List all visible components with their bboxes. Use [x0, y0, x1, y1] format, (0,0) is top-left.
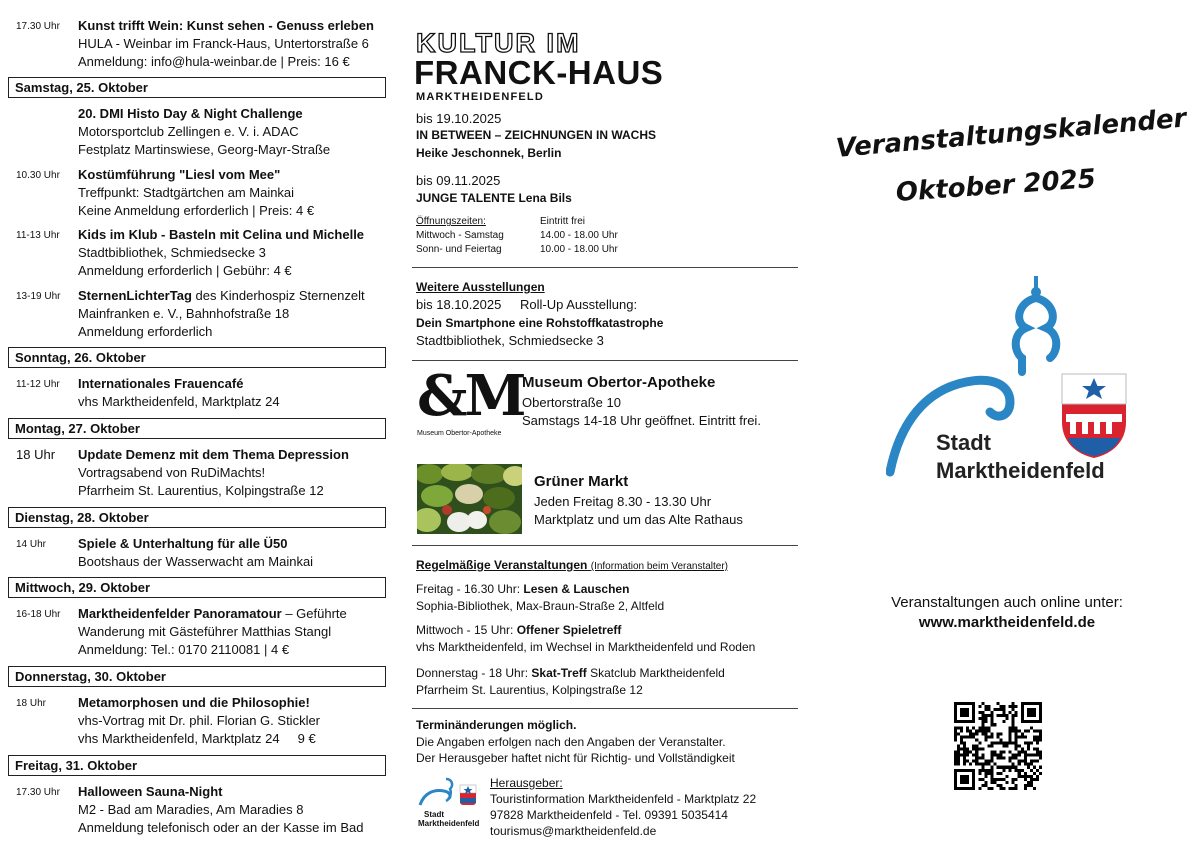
event-price: 9 € — [297, 731, 316, 746]
publisher-label: Herausgeber: — [490, 776, 563, 790]
event-title: Kostümführung "Liesl vom Mee" — [78, 167, 281, 182]
museum-logo: &M Museum Obertor-Apotheke — [417, 363, 524, 437]
divider — [412, 545, 798, 546]
event-location: vhs Marktheidenfeld, Marktplatz 24 — [78, 394, 280, 409]
market-location: Marktplatz und um das Alte Rathaus — [534, 512, 743, 527]
section-heading: Weitere Ausstellungen — [416, 280, 545, 294]
exhibition-type: Roll-Up Ausstellung: — [520, 297, 638, 312]
day-header-saturday: Samstag, 25. Oktober — [8, 77, 386, 98]
event-list-column — [8, 0, 388, 853]
regular-event-location: vhs Marktheidenfeld, im Wechsel in Marktheidenfeld und Roden — [416, 640, 756, 654]
event-location: Festplatz Martinswiese, Georg-Mayr-Straße — [78, 142, 331, 157]
event-info: Wanderung mit Gästeführer Matthias Stangl — [78, 624, 332, 639]
section-heading: Regelmäßige Veranstaltungen (Information beim Veranstalter) — [416, 558, 729, 572]
event-time: 17.30 Uhr — [16, 21, 60, 32]
exhibition-title: JUNGE TALENTE Lena Bils — [416, 191, 572, 205]
day-header-monday: Montag, 27. Oktober — [8, 418, 386, 439]
cover-column — [820, 0, 1199, 853]
exhibition-artist: Heike Jeschonnek, Berlin — [416, 146, 562, 160]
exhibitions-column: KULTUR IM FRANCK-HAUS MARKTHEIDENFELD bis 19.10.2025 IN BETWEEN – ZEICHNUNGEN IN WACHS Heike Jeschonnek, Berlin bis 09.11.2025 JUNGE TALENTE Lena Bils Öffnungszeiten: Eintritt frei Mittwoch - Samstag 14.00 - 18.00 Uhr Sonn- und Feiertag 10.00 - 18.00 Uhr Weitere Ausstellungen bis 18.10.2025 Roll-Up Ausstellung: Dein Smartphone eine Rohstoffkatastrophe Stadtbibliothek, Schmiedsecke 3 &M Museum Obertor-Apotheke Museum Obertor-Apotheke Obertorstraße 10 Samstags 14-18 Uhr geöffnet. Eintritt frei. Grüner Markt Jeden Freitag 8.30 - 13.30 Uhr Marktplatz und um das Alte Rathaus Regelmäßige Veranstaltungen (Information beim Veranstalter) Freitag - 16.30 Uhr: Lesen & Lauschen Sophia-Bibliothek, Max-Braun-Straße 2, Altfeld Mittwoch - 15 Uhr: Offener Spieletreff vhs Marktheidenfeld, im Wechsel in Marktheidenfeld und Roden Donnerstag - 18 Uhr: Skat-Treff Skatclub Marktheidenfeld Pfarrheim St. Laurentius, Kolpingstraße 12 Terminänderungen möglich. Die Angaben erfolgen nach den Angaben der Veranstalter. Der Herausgeber haftet nicht für Richtig- und Vollständigkeit Stadt Marktheidenfeld Herausgeber: Touristinformation Marktheidenfeld - Marktplatz 22 97828 Marktheidenfeld - Tel. 09391 5035414 tourismus@marktheidenfeld.de — [412, 0, 802, 853]
publisher-logo: Stadt Marktheidenfeld — [416, 775, 482, 831]
museum-title: Museum Obertor-Apotheke — [522, 374, 716, 391]
event-time: 11-13 Uhr — [16, 230, 60, 241]
event-info: vhs-Vortrag mit Dr. phil. Florian G. Stickler — [78, 713, 321, 728]
event-location: HULA - Weinbar im Franck-Haus, Untertorstraße 6 — [78, 36, 369, 51]
event-time: 11-12 Uhr — [16, 379, 60, 390]
exhibition-date: bis 19.10.2025 — [416, 111, 502, 126]
exhibition-title: IN BETWEEN – ZEICHNUNGEN IN WACHS — [416, 128, 657, 142]
notice-text: Die Angaben erfolgen nach den Angaben der Veranstalter. — [416, 735, 726, 749]
website-link[interactable]: www.marktheidenfeld.de — [918, 614, 1096, 631]
regular-event: Donnerstag - 18 Uhr: Skat-Treff Skatclub Marktheidenfeld — [416, 666, 725, 680]
regular-event-location: Sophia-Bibliothek, Max-Braun-Straße 2, Altfeld — [416, 599, 665, 613]
event-location: Bootshaus der Wasserwacht am Mainkai — [78, 554, 314, 569]
event-title: Update Demenz mit dem Thema Depression — [78, 447, 349, 462]
event-location: M2 - Bad am Maradies, Am Maradies 8 — [78, 802, 304, 817]
city-logo — [886, 272, 1136, 492]
exhibition-location: Stadtbibliothek, Schmiedsecke 3 — [416, 333, 604, 348]
market-hours: Jeden Freitag 8.30 - 13.30 Uhr — [534, 494, 712, 509]
day-header-tuesday: Dienstag, 28. Oktober — [8, 507, 386, 528]
logo-text-marktheidenfeld: Marktheidenfeld — [936, 458, 1105, 483]
day-header-thursday: Donnerstag, 30. Oktober — [8, 666, 386, 687]
publisher-phone: 97828 Marktheidenfeld - Tel. 09391 5035414 — [490, 808, 728, 822]
divider — [412, 708, 798, 709]
event-organizer: Motorsportclub Zellingen e. V. i. ADAC — [78, 124, 299, 139]
event-time: 18 Uhr — [16, 698, 47, 709]
notice-text: Der Herausgeber haftet nicht für Richtig- und Vollständigkeit — [416, 751, 735, 765]
logo-text-stadt: Stadt — [936, 430, 991, 455]
notice-heading: Terminänderungen möglich. — [416, 718, 577, 732]
vegetable-market-image — [417, 464, 522, 534]
regular-event-location: Pfarrheim St. Laurentius, Kolpingstraße 12 — [416, 683, 643, 697]
event-location: Treffpunkt: Stadtgärtchen am Mainkai — [78, 185, 295, 200]
event-title: Marktheidenfelder Panoramatour – Geführte — [78, 606, 347, 621]
exhibition-date: bis 18.10.2025 — [416, 297, 502, 312]
event-title: Kunst trifft Wein: Kunst sehen - Genuss erleben — [78, 18, 374, 33]
event-info: Anmeldung erforderlich | Gebühr: 4 € — [78, 263, 292, 278]
market-title: Grüner Markt — [534, 473, 629, 490]
museum-hours: Samstags 14-18 Uhr geöffnet. Eintritt frei. — [522, 413, 761, 428]
regular-event: Mittwoch - 15 Uhr: Offener Spieletreff — [416, 623, 622, 637]
regular-event: Freitag - 16.30 Uhr: Lesen & Lauschen — [416, 582, 630, 596]
day-header-friday: Freitag, 31. Oktober — [8, 755, 386, 776]
headline-line2: Oktober 2025 — [894, 164, 1097, 208]
event-info: Keine Anmeldung erforderlich | Preis: 4 € — [78, 203, 315, 218]
event-time: 18 Uhr — [16, 447, 56, 462]
exhibition-date: bis 09.11.2025 — [416, 173, 501, 188]
event-title: Halloween Sauna-Night — [78, 784, 223, 799]
event-title: Internationales Frauencafé — [78, 376, 244, 391]
qr-code[interactable] — [954, 702, 1042, 790]
divider — [412, 267, 798, 268]
publisher-email[interactable]: tourismus@marktheidenfeld.de — [490, 824, 657, 838]
online-info: Veranstaltungen auch online unter: — [891, 594, 1123, 611]
day-header-wednesday: Mittwoch, 29. Oktober — [8, 577, 386, 598]
headline-line1: Veranstaltungskalender — [834, 103, 1188, 164]
event-title: Kids im Klub - Basteln mit Celina und Michelle — [78, 227, 365, 242]
event-time: 16-18 Uhr — [16, 609, 61, 620]
exhibition-title: Dein Smartphone eine Rohstoffkatastrophe — [416, 316, 664, 330]
event-time: 17.30 Uhr — [16, 787, 60, 798]
event-location: Stadtbibliothek, Schmiedsecke 3 — [78, 245, 266, 260]
event-location: vhs Marktheidenfeld, Marktplatz 24 9 € — [78, 731, 316, 746]
event-location: Mainfranken e. V., Bahnhofstraße 18 — [78, 306, 290, 321]
event-contact: Anmeldung: Tel.: 0170 2110081 | 4 € — [78, 642, 290, 657]
divider — [412, 360, 798, 361]
event-title: Spiele & Unterhaltung für alle Ü50 — [78, 536, 288, 551]
event-time: 10.30 Uhr — [16, 170, 60, 181]
event-title: 20. DMI Histo Day & Night Challenge — [78, 106, 303, 121]
event-time: 13-19 Uhr — [16, 291, 61, 302]
day-header-sunday: Sonntag, 26. Oktober — [8, 347, 386, 368]
museum-address: Obertorstraße 10 — [522, 395, 621, 410]
event-title: SternenLichterTag des Kinderhospiz Sternenzelt — [78, 288, 365, 303]
event-title: Metamorphosen und die Philosophie! — [78, 695, 310, 710]
event-info: Vortragsabend von RuDiMachts! — [78, 465, 266, 480]
event-info: Anmeldung erforderlich — [78, 324, 213, 339]
event-info: Anmeldung telefonisch oder an der Kasse im Bad — [78, 820, 364, 835]
event-location: Pfarrheim St. Laurentius, Kolpingstraße 12 — [78, 483, 324, 498]
publisher-address: Touristinformation Marktheidenfeld - Marktplatz 22 — [490, 792, 757, 806]
event-info: Anmeldung: info@hula-weinbar.de | Preis: 16 € — [78, 54, 350, 69]
event-time: 14 Uhr — [16, 539, 47, 550]
calendar-headline — [830, 103, 1188, 222]
